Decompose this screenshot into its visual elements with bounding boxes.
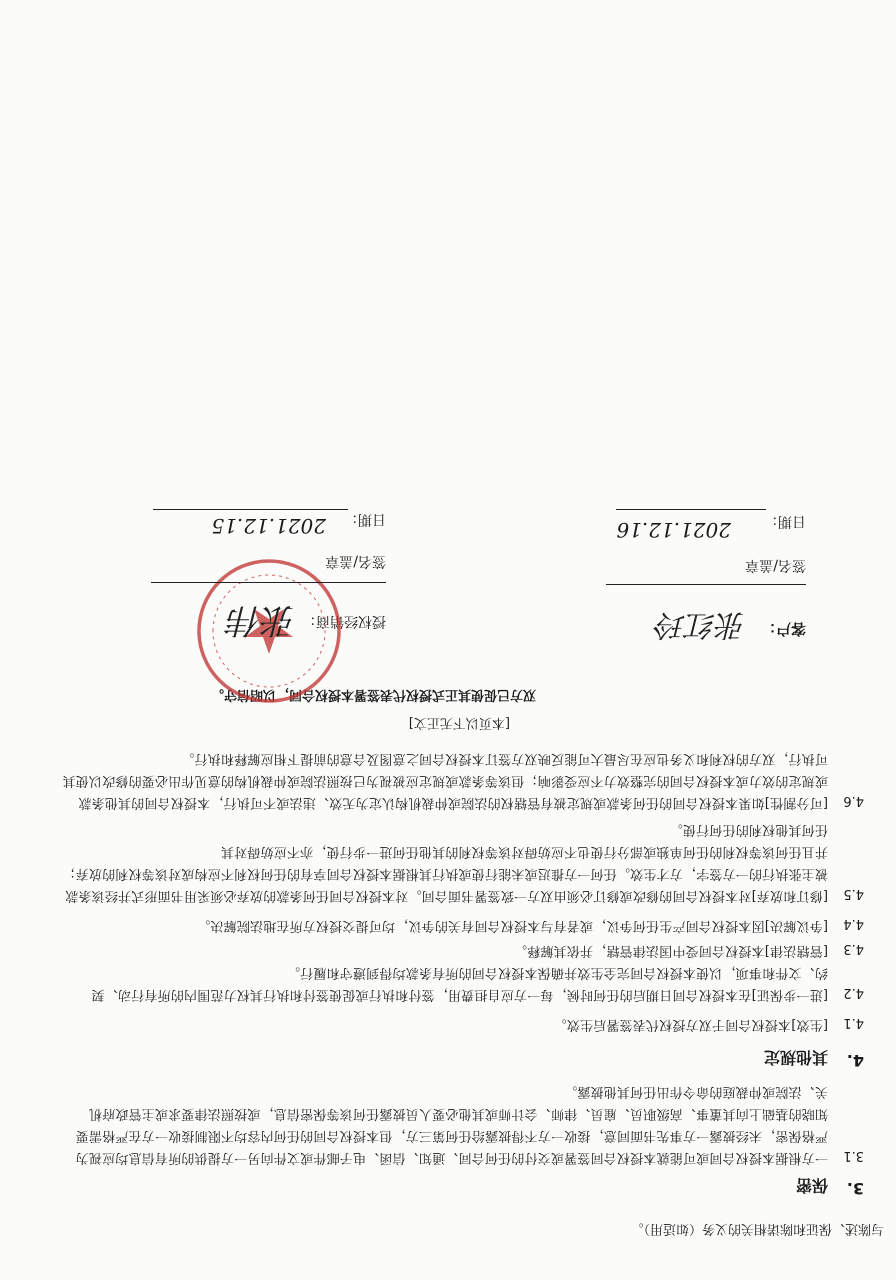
customer-label: 客户： <box>760 620 806 638</box>
distributor-date-line <box>153 509 348 510</box>
distributor-signature: 张伟 <box>228 600 296 640</box>
clause-4-5-number: 4.5 <box>843 886 864 901</box>
clause-4-2-text: [进一步保证]在本授权合同日期后的任何时候，每一方应自担费用，签付和执行或促使签付和执行其权力范围内的所有行动、契 约、文件和事项，以使本授权合同完全生效并确保本授权合同的所有条款均得到遵守和履行。 <box>91 965 828 1002</box>
clause-4-4-text: [争议解决]因本授权合同产生任何争议，或者有与本授权合同有关的争议，均可提交授权方所在地法院解决。 <box>197 918 828 933</box>
section-3-title: 保密 <box>795 1176 828 1195</box>
distributor-date-label: 日期： <box>344 511 386 527</box>
distributor-date: 2021.12.15 <box>211 514 326 538</box>
clause-4-4-number: 4.4 <box>843 916 864 931</box>
distributor-signature-line <box>151 582 386 583</box>
section-3-number: 3. <box>846 1179 864 1198</box>
clause-4-3-text: [管辖法律]本授权合同受中国法律管辖，并依其解释。 <box>513 943 828 958</box>
section-4-number: 4. <box>846 1051 864 1070</box>
clause-4-6-text: [可分割性]如果本授权合同的任何条款或规定被有管辖权的法院或仲裁机构认定为无效、违法或不可执行，本授权合同的其他条款 或规定的效力或本授权合同的完整效力不应受影响；但该等条款或规定应被视为已按照法院或仲裁机构的意见作出必要的修改以使其 可执行，双方的权利和义务也应在尽最大可能反映双方签订本授权合同之意图及合意的前提下相应解释和执行。 <box>62 751 828 810</box>
customer-date-line <box>616 509 766 510</box>
customer-date: 2021.12.16 <box>616 518 731 542</box>
distributor-sign-label: 签名/盖章 <box>325 553 386 569</box>
customer-signature: 张红玲 <box>656 607 746 642</box>
clause-4-1-text: [生效]本授权合同于双方授权代表签署后生效。 <box>553 1017 828 1032</box>
clause-3-1-number: 3.1 <box>843 1148 864 1163</box>
customer-sign-label: 签名/盖章 <box>745 557 806 573</box>
closing-statement: 双方已促使其正式授权代表签署本授权合同，以昭信守。 <box>210 687 536 702</box>
clause-4-3-number: 4.3 <box>843 941 864 956</box>
page-remainder-note: [本页以下无正文] <box>408 715 510 730</box>
clause-4-6-number: 4.6 <box>843 793 864 808</box>
intro-text: 与陈述、保证和陈诺相关的义务（如适用）。 <box>630 1221 884 1236</box>
clause-4-2-number: 4.2 <box>843 985 864 1000</box>
customer-date-label: 日期： <box>764 513 806 529</box>
distributor-label: 授权经销商： <box>302 613 386 629</box>
clause-4-5-text: [修订和放弃]对本授权合同的修改或修订必须由双方一致签署书面合同。对本授权合同任何条款的放弃必须采用书面形式并经该条款 被主张执行的一方签字，方才生效。任何一方推迟或未能行使或执行其根据本授权合同享有的任何权利不应构成对该等权利的放弃； 并且任何该等权利的任何单独或部分行使也不应妨碍对该等权利的其他任何进一步行使，亦不应妨碍对其 任何其他权利的任何行使。 <box>62 822 828 903</box>
clause-4-1-number: 4.1 <box>843 1015 864 1030</box>
customer-signature-line <box>606 584 806 585</box>
section-4-title: 其他规定 <box>763 1048 828 1067</box>
clause-3-1-text: 一方根据本授权合同或可能就本授权合同签署或交付的任何合同、通知、信函、电子邮件或文件向另一方提供的所有信息均应视为 严格保密，未经披露一方事先书面同意，接收一方不得披露给任何第三方，但本授权合同的任何内容均不限制接收一方在严格需要 知晓的基础上向其董事、高级职员、雇员、律师、会计师或其他必要人员披露任何该等保密信息，或按照法律要求或主管政府机 关、法院或仲裁庭的命令作出任何其他披露。 <box>75 1084 828 1165</box>
